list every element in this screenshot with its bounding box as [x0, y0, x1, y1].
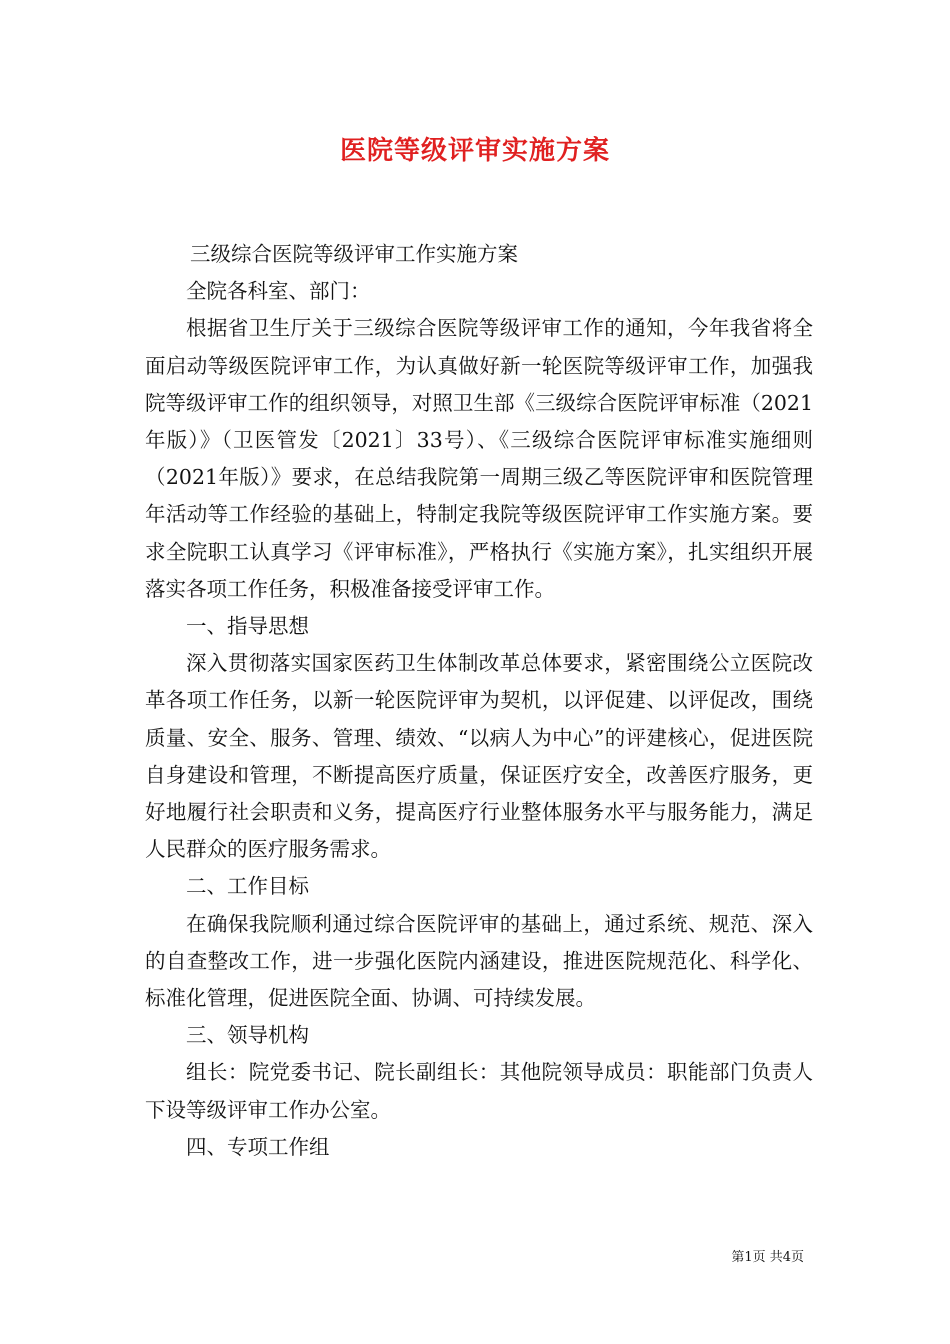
intro-paragraph: 根据省卫生厅关于三级综合医院等级评审工作的通知，今年我省将全面启动等级医院评审工作，为认真做好新一轮医院等级评审工作，加强我院等级评审工作的组织领导，对照卫生部《三级综合医院评审标准（2021年版）》（卫医管发〔2021〕33号）、《三级综合医院评审标准实施细则（2021年版）》要求，在总结我院第一周期三级乙等医院评审和医院管理年活动等工作经验的基础上，特制定我院等级医院评审工作实施方案。要求全院职工认真学习《评审标准》，严格执行《实施方案》，扎实组织开展落实各项工作任务，积极准备接受评审工作。 [145, 316, 813, 601]
guiding-ideology-paragraph: 深入贯彻落实国家医药卫生体制改革总体要求，紧密围绕公立医院改革各项工作任务，以新一轮医院评审为契机，以评促建、以评促改，围绕质量、安全、服务、管理、绩效、“以病人为中心”的评建核心，促进医院自身建设和管理，不断提高医疗质量，保证医疗安全，改善医疗服务，更好地履行社会职责和义务，提高医疗行业整体服务水平与服务能力，满足人民群众的医疗服务需求。 [145, 651, 813, 862]
leadership-paragraph: 组长：院党委书记、院长副组长：其他院领导成员：职能部门负责人下设等级评审工作办公室。 [145, 1060, 813, 1122]
section-heading-work-goals: 二、工作目标 [186, 874, 309, 899]
salutation: 全院各科室、部门： [186, 279, 371, 304]
document-subtitle: 三级综合医院等级评审工作实施方案 [190, 242, 518, 266]
page-number: 第1页 共4页 [731, 1250, 804, 1265]
section-heading-guiding-ideology: 一、指导思想 [186, 614, 309, 639]
section-heading-working-groups: 四、专项工作组 [186, 1134, 330, 1159]
work-goals-paragraph: 在确保我院顺利通过综合医院评审的基础上，通过系统、规范、深入的自查整改工作，进一步强化医院内涵建设，推进医院规范化、科学化、标准化管理，促进医院全面、协调、可持续发展。 [145, 911, 813, 1011]
document-title: 医院等级评审实施方案 [339, 136, 610, 166]
document-body [145, 236, 813, 1166]
section-heading-leadership: 三、领导机构 [186, 1023, 309, 1048]
